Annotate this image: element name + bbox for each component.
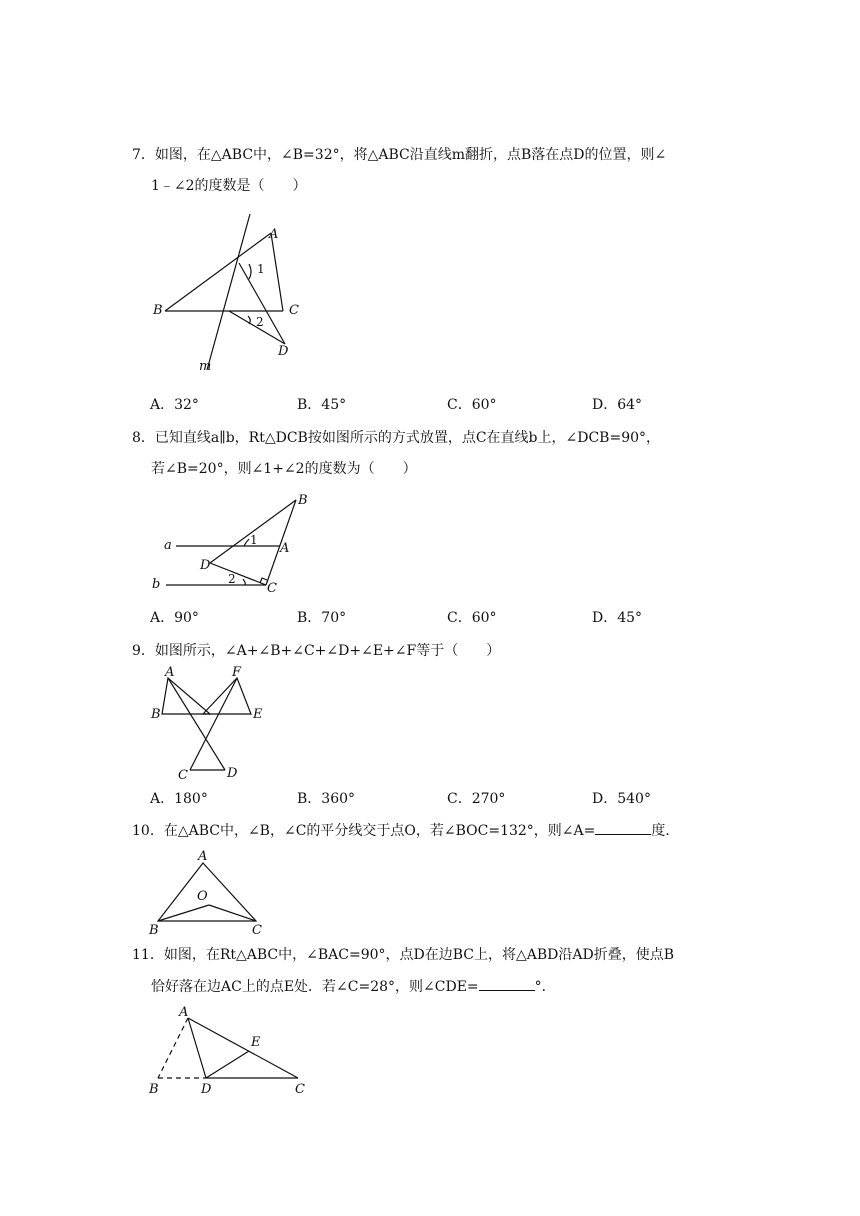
right-angle-mark [260,578,267,583]
segment-BO [158,905,209,921]
label-C: C [178,768,188,783]
label-angle-1: 1 [257,262,265,276]
question-9-options [150,788,750,808]
label-A: A [179,1005,189,1020]
label-A: A [165,665,175,680]
option-d[interactable]: D．64° [592,397,643,413]
question-8-options [150,607,750,627]
question-8-stem-cont: 若∠B=20°，则∠1+∠2的度数为（ ） [151,461,417,477]
option-c[interactable]: C．270° [447,791,506,807]
question-11-unit: °． [534,979,556,995]
label-E: E [253,707,263,722]
question-11-stem-cont [132,976,742,997]
label-O: O [197,889,208,904]
question-8-stem: 8．已知直线a∥b，Rt△DCB按如图所示的方式放置，点C在直线b上，∠DCB=90°， [132,430,661,446]
option-b[interactable]: B．45° [297,397,347,413]
figure-q8 [148,490,318,595]
option-c[interactable]: C．60° [447,610,497,626]
label-B: B [298,493,308,508]
option-d[interactable]: D．45° [592,610,643,626]
triangle-ABX [162,678,210,714]
label-B: B [151,707,161,722]
answer-blank[interactable] [595,820,651,835]
label-D: D [201,1082,212,1097]
fold-line-m [207,214,250,370]
figure-q7 [145,212,310,382]
question-7 [132,145,742,196]
label-C: C [252,923,262,938]
angle-1-arc [249,264,251,279]
label-angle-2: 2 [228,572,236,586]
question-10-text: 10．在△ABC中，∠B，∠C的平分线交于点O，若∠BOC=132°，则∠A= [132,823,596,839]
label-B: B [149,1082,159,1097]
label-A: A [198,849,208,864]
label-C: C [289,303,299,318]
segment-AC [188,1018,298,1078]
question-9-stem: 9．如图所示，∠A+∠B+∠C+∠D+∠E+∠F等于（ ） [132,643,501,659]
label-B: B [149,923,159,938]
angle-2-arc [243,579,245,585]
label-angle-2: 2 [256,315,264,329]
option-b[interactable]: B．360° [297,791,356,807]
label-F: F [232,665,242,680]
label-b: b [152,577,161,592]
label-E: E [251,1035,261,1050]
label-A: A [280,541,290,556]
label-m: m [199,359,212,374]
question-11-stem: 11．如图，在Rt△ABC中，∠BAC=90°，点D在边BC上，将△ABD沿AD折叠，使点B [132,947,674,963]
question-9 [132,641,742,661]
question-10-unit: 度． [651,823,680,839]
angle-1-arc [244,539,249,546]
label-D: D [200,558,211,573]
answer-blank[interactable] [479,976,535,991]
question-7-options [150,394,750,414]
question-7-stem: 7．如图，在△ABC中，∠B=32°，将△ABC沿直线m翻折，点B落在点D的位置，则∠ [132,147,667,163]
segment-AB-dashed [158,1018,188,1078]
label-C: C [295,1082,305,1097]
question-7-stem-cont: 1﹣∠2的度数是（ ） [151,178,307,194]
question-11 [132,945,742,997]
triangle-FEX [203,678,251,714]
label-A: A [269,227,279,242]
option-a[interactable]: A．180° [150,791,208,807]
question-11-text: 恰好落在边AC上的点E处．若∠C=28°，则∠CDE= [151,979,479,995]
segment-DE [206,1051,249,1078]
label-D: D [278,344,289,359]
option-c[interactable]: C．60° [447,397,497,413]
segment-AC [271,233,283,311]
label-angle-1: 1 [250,533,258,547]
label-B: B [153,303,163,318]
option-a[interactable]: A．90° [150,610,199,626]
label-C: C [267,581,277,595]
label-D: D [227,766,238,781]
option-d[interactable]: D．540° [592,791,651,807]
option-b[interactable]: B．70° [297,610,347,626]
question-10 [132,820,742,841]
segment-DC [210,563,266,585]
label-a: a [164,538,172,553]
figure-q11 [144,1002,319,1102]
question-10-stem [132,820,742,841]
segment-BA [165,233,271,311]
question-8 [132,428,742,479]
figure-q9 [146,663,271,783]
option-a[interactable]: A．32° [150,397,199,413]
figure-q10 [142,844,272,939]
